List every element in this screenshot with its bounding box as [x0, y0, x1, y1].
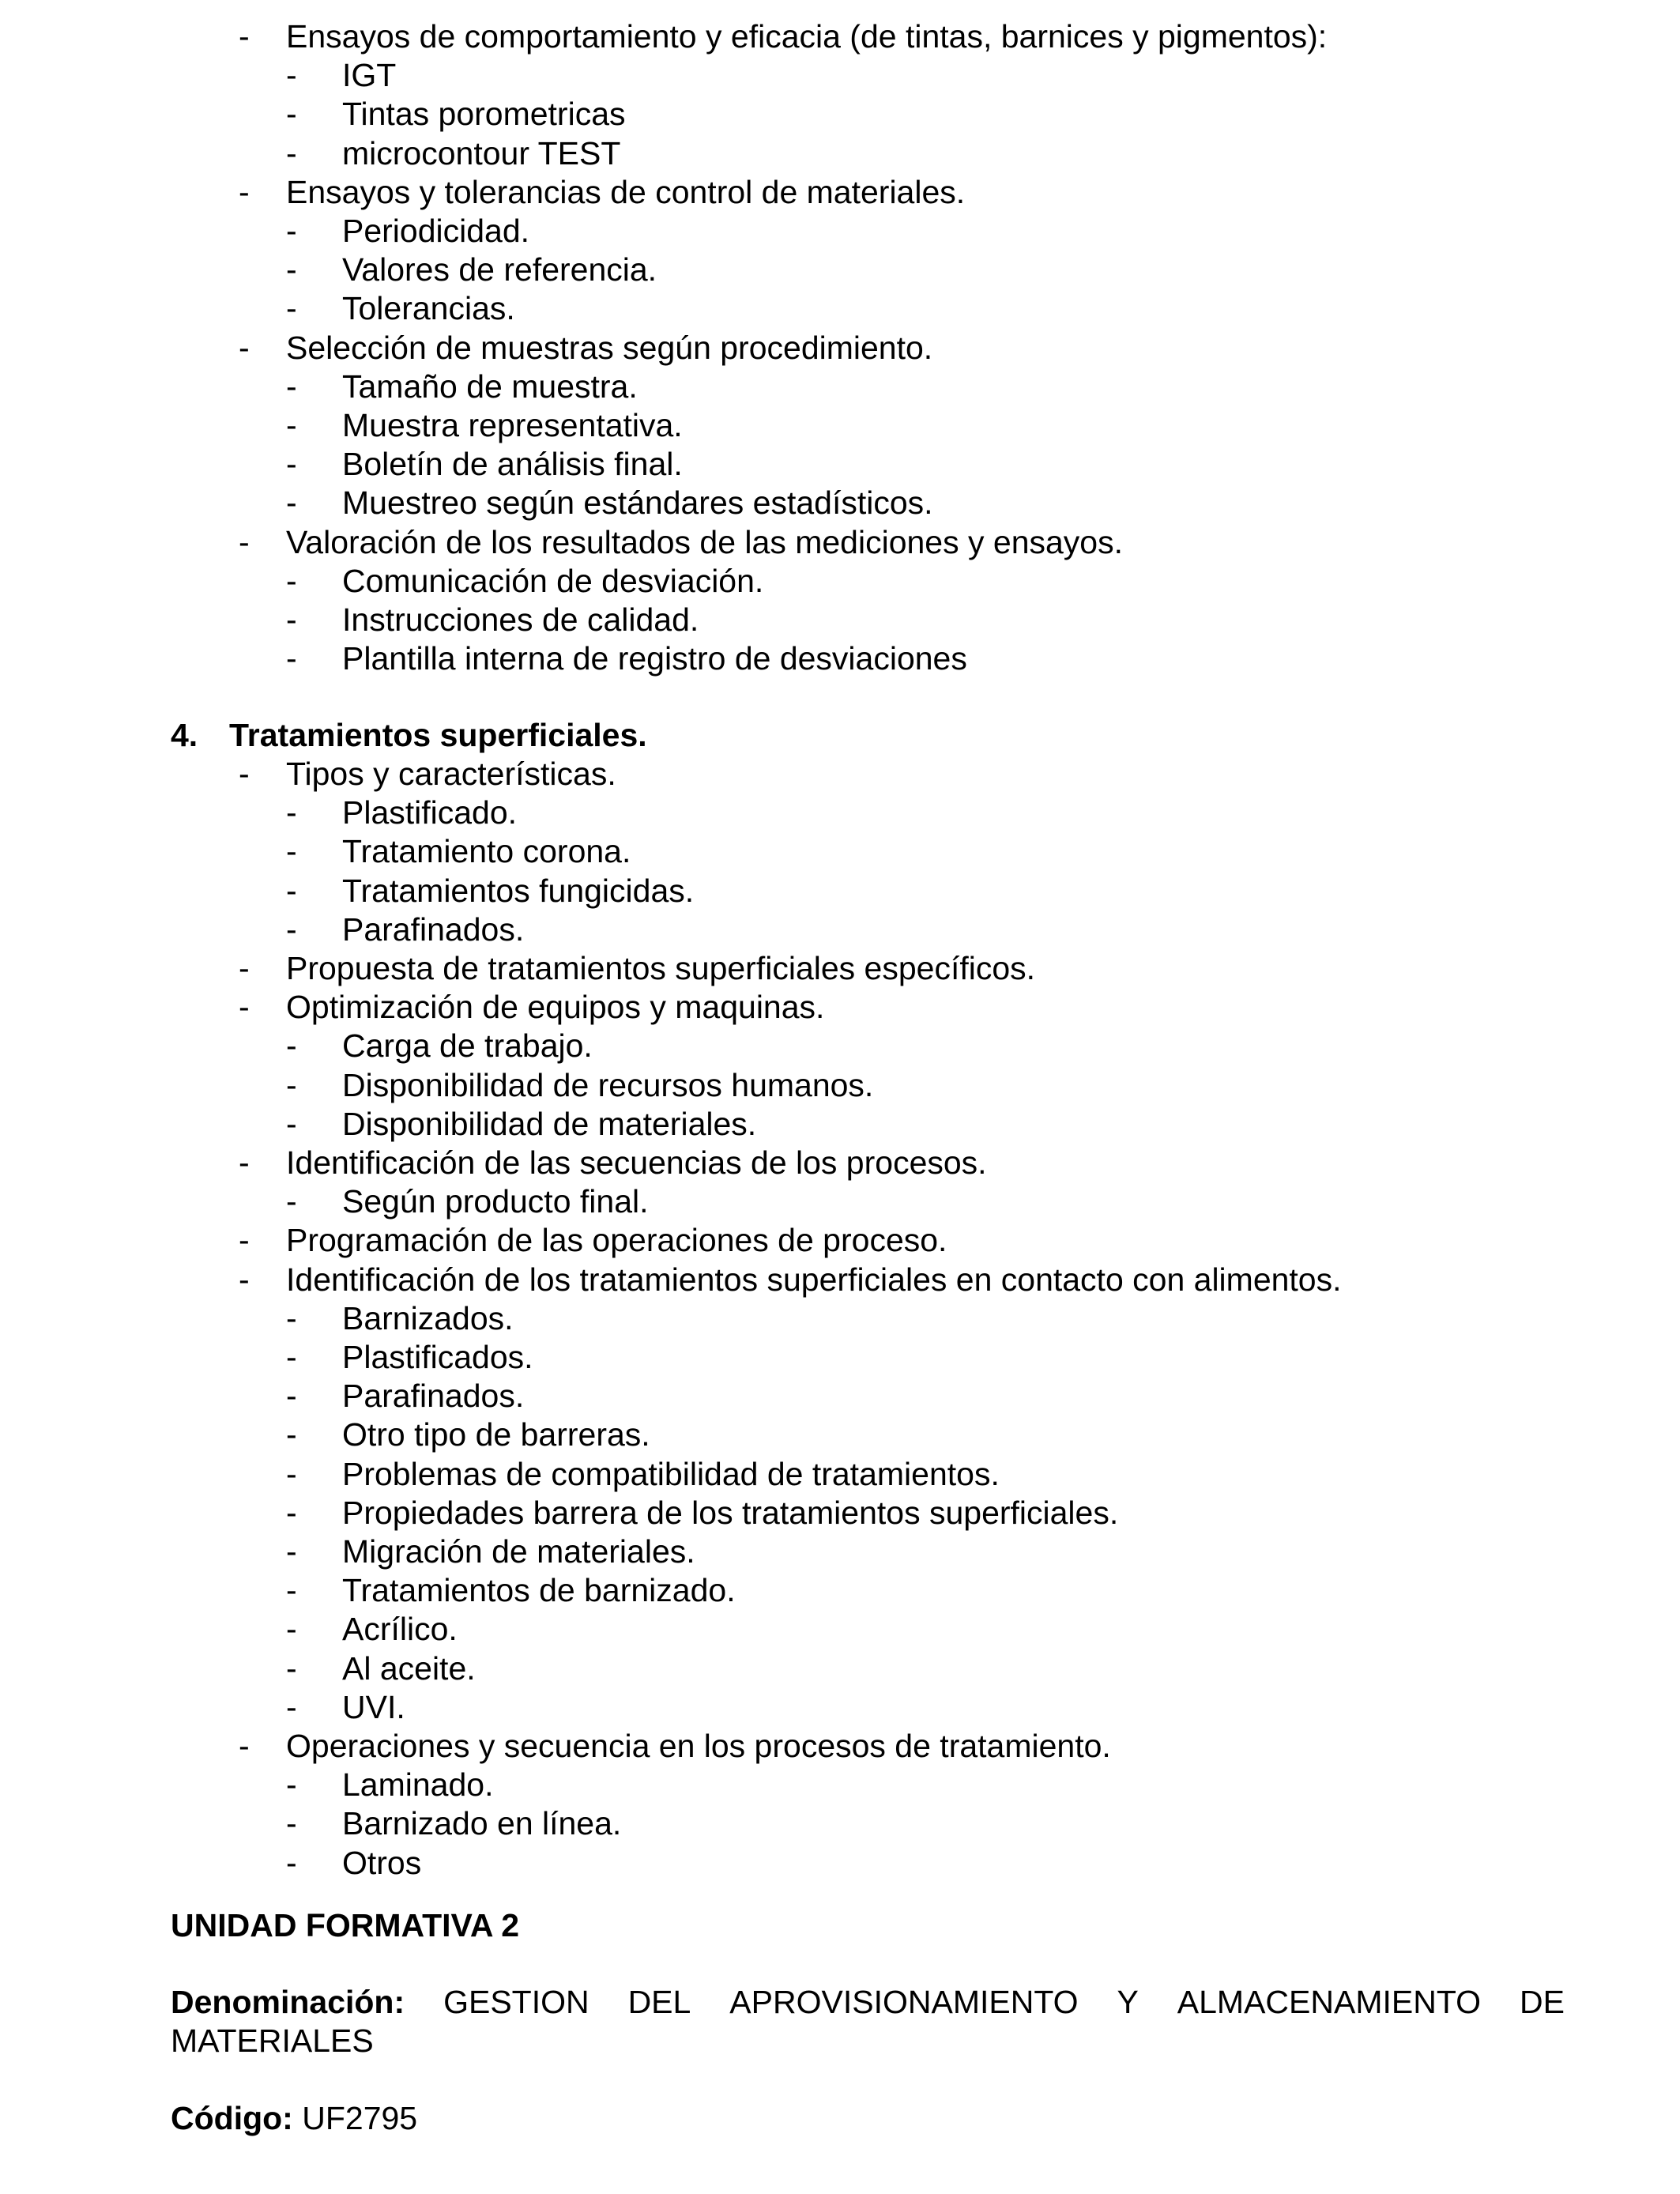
list-item-text: Disponibilidad de recursos humanos.	[342, 1066, 874, 1103]
bullet-dash: -	[239, 989, 250, 1026]
bullet-dash: -	[239, 329, 250, 366]
bullet-dash: -	[286, 1572, 297, 1609]
denominacion-word: Y	[1117, 1984, 1139, 2020]
list-item-text: Tipos y características.	[286, 756, 616, 792]
bullet-dash: -	[286, 794, 297, 831]
bullet-dash: -	[239, 756, 250, 792]
list-item-text: Valoración de los resultados de las mediciones y ensayos.	[286, 523, 1123, 560]
bullet-dash: -	[286, 1183, 297, 1220]
list-item-text: Problemas de compatibilidad de tratamientos.	[342, 1455, 1000, 1492]
bullet-dash: -	[239, 1728, 250, 1764]
list-item-text: microcontour TEST	[342, 134, 621, 172]
list-item-text: Valores de referencia.	[342, 251, 657, 288]
bullet-dash: -	[286, 1027, 297, 1065]
bullet-dash: -	[286, 562, 297, 599]
bullet-dash: -	[286, 1649, 297, 1687]
list-item-text: Otros	[342, 1844, 422, 1881]
bullet-dash: -	[286, 1611, 297, 1648]
list-item-text: Tamaño de muestra.	[342, 368, 638, 405]
bullet-dash: -	[239, 173, 250, 210]
list-item-text: Parafinados.	[342, 910, 525, 948]
codigo-label: Código:	[171, 2100, 293, 2136]
list-item-text: Ensayos de comportamiento y eficacia (de tintas, barnices y pigmentos):	[286, 18, 1328, 55]
list-item-text: Programación de las operaciones de proceso.	[286, 1222, 947, 1259]
bullet-dash: -	[286, 251, 297, 288]
list-item-text: Carga de trabajo.	[342, 1027, 593, 1065]
list-item-text: Identificación de las secuencias de los procesos.	[286, 1144, 987, 1181]
bullet-dash: -	[286, 1066, 297, 1103]
bullet-dash: -	[286, 96, 297, 133]
list-item-text: Plastificados.	[342, 1339, 533, 1375]
list-item-text: Otro tipo de barreras.	[342, 1416, 650, 1453]
bullet-dash: -	[239, 1222, 250, 1259]
bullet-dash: -	[286, 1455, 297, 1492]
list-item-text: Barnizado en línea.	[342, 1805, 622, 1842]
list-item-text: Propuesta de tratamientos superficiales específicos.	[286, 950, 1036, 986]
list-item-text: Disponibilidad de materiales.	[342, 1105, 757, 1142]
denominacion-word: APROVISIONAMIENTO	[729, 1984, 1079, 2020]
bullet-dash: -	[286, 1533, 297, 1570]
denominacion-word: DEL	[627, 1984, 691, 2020]
list-item-text: Tratamientos de barnizado.	[342, 1572, 736, 1609]
list-item-text: Tratamiento corona.	[342, 833, 631, 870]
bullet-dash: -	[239, 1261, 250, 1298]
list-item-text: Según producto final.	[342, 1183, 649, 1220]
bullet-dash: -	[286, 213, 297, 249]
list-item-text: Operaciones y secuencia en los procesos de tratamiento.	[286, 1728, 1111, 1764]
section-number: 4.	[171, 717, 198, 753]
list-item-text: Plastificado.	[342, 794, 518, 831]
list-item-text: Plantilla interna de registro de desviaciones	[342, 640, 967, 677]
denominacion-word: GESTION	[443, 1984, 590, 2020]
bullet-dash: -	[286, 407, 297, 443]
bullet-dash: -	[286, 1299, 297, 1336]
list-item-text: Periodicidad.	[342, 213, 530, 249]
list-item-text: Ensayos y tolerancias de control de materiales.	[286, 173, 966, 210]
bullet-dash: -	[286, 640, 297, 677]
list-item-text: Parafinados.	[342, 1378, 525, 1415]
list-item-text: Comunicación de desviación.	[342, 562, 764, 599]
list-item-text: Acrílico.	[342, 1611, 458, 1648]
list-item-text: Muestreo según estándares estadísticos.	[342, 484, 933, 522]
bullet-dash: -	[286, 1766, 297, 1804]
list-item-text: Instrucciones de calidad.	[342, 601, 699, 638]
denominacion-line	[171, 1983, 1565, 2022]
section-title: Tratamientos superficiales.	[229, 717, 647, 753]
bullet-dash: -	[286, 1494, 297, 1531]
denominacion-word: DE	[1520, 1984, 1565, 2020]
bullet-dash: -	[286, 57, 297, 94]
list-item-text: Optimización de equipos y maquinas.	[286, 989, 825, 1026]
document-page: - Ensayos de comportamiento y eficacia (de tintas, barnices y pigmentos): - IGT - Tintas porometricas - microcontour TEST - Ensayos y tolerancias de control de materiales. - Periodicidad. - Valores de referencia. - Tolerancias. - Selección de muestras según procedimiento. - Tamaño de muestra. - Muestra representativa. - Boletín de análisis final. - Muestreo según estándares estadísticos. - Valoración de los resultados de las mediciones y ensayos. - Comunicación de desviación. - Instrucciones de calidad. - Plantilla interna de registro de desviaciones 4. Tratamientos superficiales. - Tipos y características. - Plastificado. - Tratamiento corona. - Tratamientos fungicidas. - Parafinados. - Propuesta de tratamientos superficiales específicos. - Optimización de equipos y maquinas. - Carga de trabajo. - Disponibilidad de recursos humanos. - Disponibilidad de materiales. - Identificación de las secuencias de los procesos. - Según producto final. - Programación de las operaciones de proceso. - Identificación de los tratamientos superficiales en contacto con alimentos. - Barnizados. - Plastificados. - Parafinados. - Otro tipo de barreras. - Problemas de compatibilidad de tratamientos. - Propiedades barrera de los tratamientos superficiales. - Migración de materiales. - Tratamientos de barnizado. - Acrílico. - Al aceite. - UVI. - Operaciones y secuencia en los procesos de tratamiento. - Laminado. - Barnizado en línea. - Otros UNIDAD FORMATIVA 2 Denominación: GESTION DEL APROVISIONAMIENTO Y ALMACENAMIENTO DE MATERIALES Código: UF2795	[171, 18, 1565, 2136]
bullet-dash: -	[286, 1805, 297, 1842]
bullet-dash: -	[286, 910, 297, 948]
bullet-dash: -	[286, 446, 297, 483]
list-item-text: Muestra representativa.	[342, 407, 683, 443]
bullet-dash: -	[286, 290, 297, 327]
bullet-dash: -	[239, 523, 250, 560]
list-item-text: Identificación de los tratamientos superficiales en contacto con alimentos.	[286, 1261, 1342, 1298]
bullet-dash: -	[286, 1688, 297, 1725]
list-item-text: Barnizados.	[342, 1299, 514, 1336]
denominacion-label: Denominación:	[171, 1984, 405, 2020]
bullet-dash: -	[239, 18, 250, 55]
bullet-dash: -	[286, 1416, 297, 1453]
bullet-dash: -	[286, 833, 297, 870]
bullet-dash: -	[286, 1339, 297, 1375]
list-item-text: Tintas porometricas	[342, 96, 626, 133]
bullet-dash: -	[286, 601, 297, 638]
bullet-dash: -	[286, 368, 297, 405]
list-item-text: Laminado.	[342, 1766, 494, 1804]
list-item-text: Migración de materiales.	[342, 1533, 695, 1570]
list-item-text: UVI.	[342, 1688, 405, 1725]
codigo-value: UF2795	[302, 2100, 418, 2136]
bullet-dash: -	[286, 134, 297, 172]
bullet-dash: -	[286, 484, 297, 522]
list-item-text: Al aceite.	[342, 1649, 476, 1687]
bullet-dash: -	[286, 1105, 297, 1142]
bullet-dash: -	[286, 872, 297, 909]
list-item-text: Tratamientos fungicidas.	[342, 872, 695, 909]
bullet-dash: -	[286, 1844, 297, 1881]
bullet-dash: -	[286, 1378, 297, 1415]
list-item-text: IGT	[342, 57, 397, 94]
list-item-text: Propiedades barrera de los tratamientos superficiales.	[342, 1494, 1119, 1531]
bullet-dash: -	[239, 950, 250, 986]
bullet-dash: -	[239, 1144, 250, 1181]
list-item-text: Tolerancias.	[342, 290, 515, 327]
denominacion-word: ALMACENAMIENTO	[1177, 1984, 1482, 2020]
list-item-text: Boletín de análisis final.	[342, 446, 683, 483]
list-item-text: Selección de muestras según procedimiento.	[286, 329, 933, 366]
